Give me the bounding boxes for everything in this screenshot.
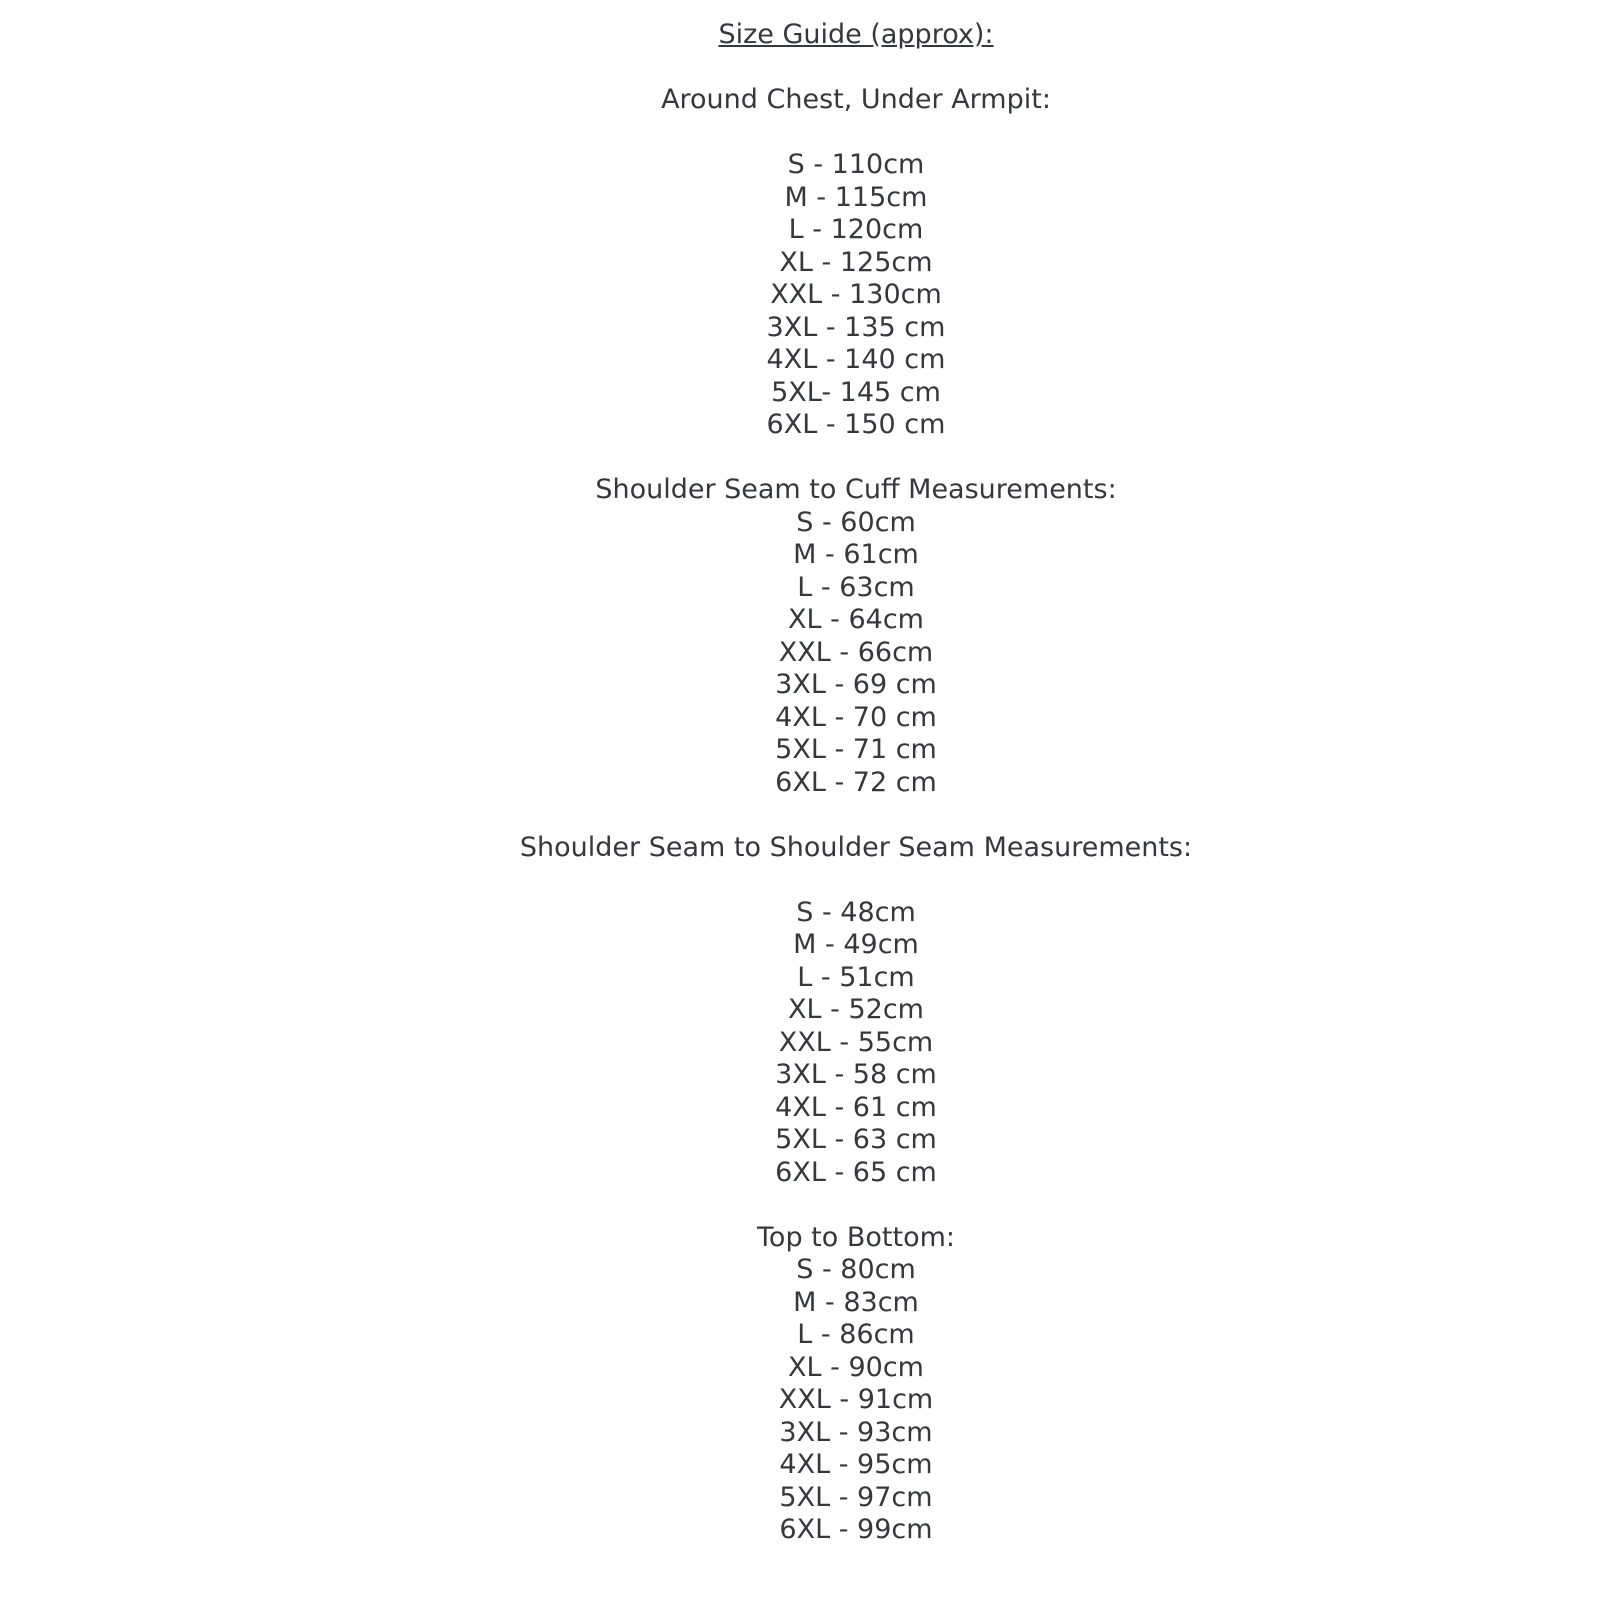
size-row: S - 48cm (796, 896, 916, 928)
size-row: XL - 125cm (779, 246, 933, 278)
size-row: XL - 64cm (788, 604, 924, 635)
size-row: S - 110cm (787, 149, 925, 180)
spacer (112, 442, 1600, 475)
size-row: 5XL - 63 cm (775, 1124, 937, 1155)
size-row: S - 80cm (796, 1254, 916, 1285)
spacer (112, 52, 1600, 85)
size-row: XXL - 130cm (770, 279, 942, 310)
size-row: 6XL - 72 cm (775, 766, 937, 798)
size-row: XL - 52cm (788, 994, 924, 1025)
size-row: XXL - 55cm (778, 1026, 934, 1058)
size-row: 5XL- 145 cm (771, 376, 941, 408)
size-row: L - 120cm (788, 214, 924, 245)
spacer (112, 799, 1600, 832)
size-row: XXL - 91cm (778, 1384, 934, 1415)
section-heading-top-to-bottom: Top to Bottom: (757, 1221, 955, 1253)
spacer (112, 864, 1600, 897)
size-row: 4XL - 61 cm (775, 1091, 937, 1123)
page-title: Size Guide (approx): (718, 19, 994, 50)
size-row: XXL - 66cm (778, 636, 934, 668)
spacer (112, 1189, 1600, 1222)
size-row: L - 86cm (797, 1319, 915, 1350)
size-row: 4XL - 140 cm (766, 344, 946, 375)
size-row: 4XL - 70 cm (775, 701, 937, 733)
section-heading-around-chest: Around Chest, Under Armpit: (661, 84, 1051, 115)
size-row: 6XL - 99cm (779, 1514, 933, 1545)
size-row: M - 61cm (793, 539, 919, 570)
size-row: XL - 90cm (788, 1351, 924, 1383)
size-row: M - 83cm (793, 1286, 919, 1318)
size-row: 6XL - 65 cm (775, 1156, 937, 1188)
size-row: M - 115cm (784, 181, 928, 213)
size-row: 3XL - 69 cm (775, 669, 937, 700)
size-row: 4XL - 95cm (779, 1449, 933, 1480)
size-row: 3XL - 135 cm (766, 311, 946, 343)
size-row: L - 51cm (797, 961, 915, 993)
size-row: M - 49cm (793, 929, 919, 960)
size-row: 5XL - 71 cm (775, 734, 937, 765)
section-heading-seam-to-seam: Shoulder Seam to Shoulder Seam Measurements: (519, 831, 1193, 863)
size-row: 3XL - 58 cm (775, 1059, 937, 1090)
size-row: L - 63cm (797, 571, 915, 603)
section-heading-seam-to-cuff: Shoulder Seam to Cuff Measurements: (595, 474, 1117, 505)
size-row: 6XL - 150 cm (766, 409, 946, 440)
size-row: S - 60cm (796, 506, 916, 538)
spacer (112, 117, 1600, 150)
size-row: 5XL - 97cm (779, 1481, 933, 1513)
size-row: 3XL - 93cm (779, 1416, 933, 1448)
